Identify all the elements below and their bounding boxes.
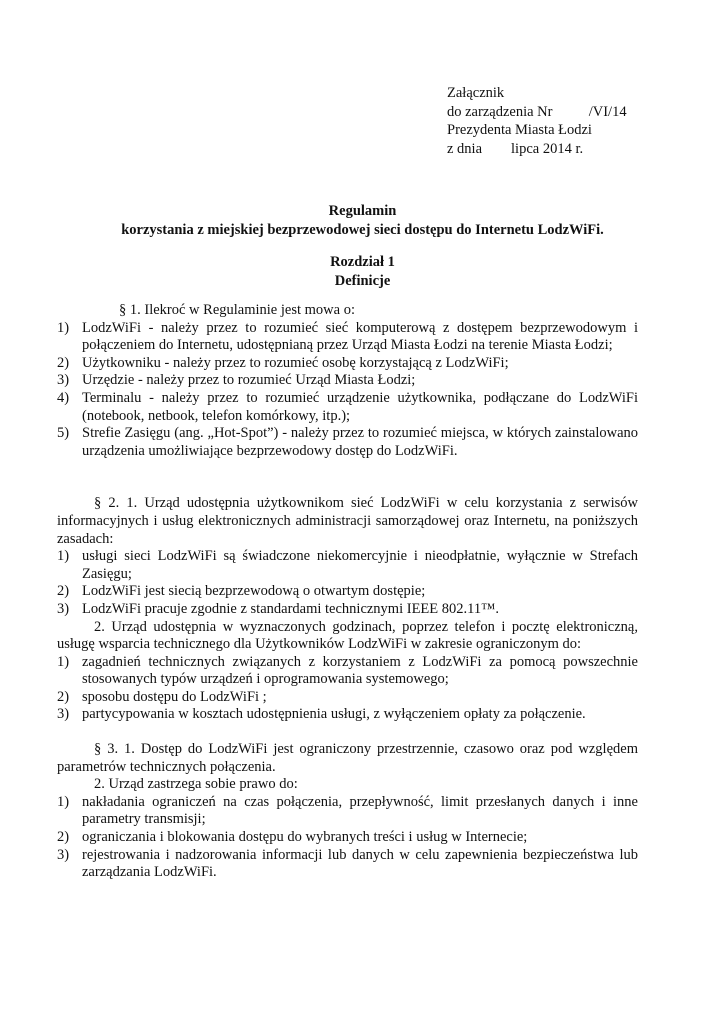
list-item: 2) ograniczania i blokowania dostępu do wybranych treści i usług w Internecie; bbox=[57, 829, 528, 846]
annex-line-2: do zarządzenia Nr /VI/14 bbox=[447, 103, 627, 120]
list-item: 1) LodzWiFi - należy przez to rozumieć sieć komputerową z dostępem bezprzewodowym i połączeniem do Internetu, udostępnianą przez Urząd Miasta Łodzi na terenie Miasta Łodzi; bbox=[57, 319, 638, 354]
section-2-paragraph-2: 2. Urząd udostępnia w wyznaczonych godzinach, poprzez telefon i pocztę elektroniczną, usługę wsparcia technicznego dla Użytkowników LodzWiFi w zakresie ograniczonym do: bbox=[57, 618, 638, 653]
list-item: 1) nakładania ograniczeń na czas połączenia, przepływność, limit przesłanych danych i inne parametry transmisji; bbox=[57, 793, 638, 828]
list-item: 4) Terminalu - należy przez to rozumieć urządzenie użytkownika, podłączane do LodzWiFi (notebook, netbook, telefon komórkowy, itp.); bbox=[57, 389, 638, 424]
list-item: 2) sposobu dostępu do LodzWiFi ; bbox=[57, 688, 267, 705]
annex-header bbox=[447, 84, 627, 158]
chapter-heading bbox=[60, 253, 665, 290]
annex-line-1: Załącznik bbox=[447, 85, 505, 101]
document-subtitle: korzystania z miejskiej bezprzewodowej sieci dostępu do Internetu LodzWiFi. bbox=[121, 221, 604, 238]
annex-line-3: Prezydenta Miasta Łodzi bbox=[447, 122, 592, 138]
chapter-number: Rozdział 1 bbox=[330, 254, 395, 270]
section-2-list bbox=[57, 548, 638, 618]
list-item: 2) Użytkowniku - należy przez to rozumieć osobę korzystającą z LodzWiFi; bbox=[57, 354, 509, 371]
section-3-paragraph-2: 2. Urząd zastrzega sobie prawo do: bbox=[94, 776, 298, 793]
list-item: 1) zagadnień technicznych związanych z korzystaniem z LodzWiFi za pomocą powszechnie stosowanych typów urządzeń i oprogramowania systemowego; bbox=[57, 653, 638, 688]
list-item: 3) LodzWiFi pracuje zgodnie z standardami technicznymi IEEE 802.11™. bbox=[57, 600, 499, 617]
document-title-block bbox=[60, 202, 665, 239]
section-2-intro: § 2. 1. Urząd udostępnia użytkownikom sieć LodzWiFi w celu korzystania z serwisów informacyjnych i usług elektronicznych administracji samorządowej oraz Internetu, na poniższych zasadach: bbox=[57, 495, 638, 547]
document-body bbox=[57, 302, 638, 882]
section-3-intro: § 3. 1. Dostęp do LodzWiFi jest ograniczony przestrzennie, czasowo oraz pod względem parametrów technicznych połączenia. bbox=[57, 741, 638, 775]
document-title: Regulamin bbox=[328, 203, 397, 219]
list-item: 2) LodzWiFi jest siecią bezprzewodową o otwartym dostępie; bbox=[57, 583, 426, 600]
section-1-list bbox=[0, 320, 638, 461]
list-item: 3) rejestrowania i nadzorowania informacji lub danych w celu zapewnienia bezpieczeństwa lub zarządzania LodzWiFi. bbox=[57, 846, 638, 881]
list-item: 3) partycypowania w kosztach udostępnienia usługi, z wyłączeniem opłaty za połączenie. bbox=[57, 706, 586, 723]
annex-line-4: z dnia lipca 2014 r. bbox=[447, 140, 584, 157]
section-2-list-2 bbox=[57, 653, 638, 724]
list-item: 3) Urzędzie - należy przez to rozumieć Urząd Miasta Łodzi; bbox=[57, 372, 416, 389]
section-1-intro: § 1. Ilekroć w Regulaminie jest mowa o: bbox=[119, 302, 355, 318]
chapter-name: Definicje bbox=[334, 272, 391, 289]
list-item: 1) usługi sieci LodzWiFi są świadczone niekomercyjnie i nieodpłatnie, wyłącznie w Strefach Zasięgu; bbox=[57, 548, 638, 582]
list-item: 5) Strefie Zasięgu (ang. „Hot-Spot”) - należy przez to rozumieć miejsca, w których zainstalowano urządzenia umożliwiające bezprzewodowy dostęp do LodzWiFi. bbox=[57, 425, 638, 459]
section-3-list bbox=[57, 793, 638, 882]
